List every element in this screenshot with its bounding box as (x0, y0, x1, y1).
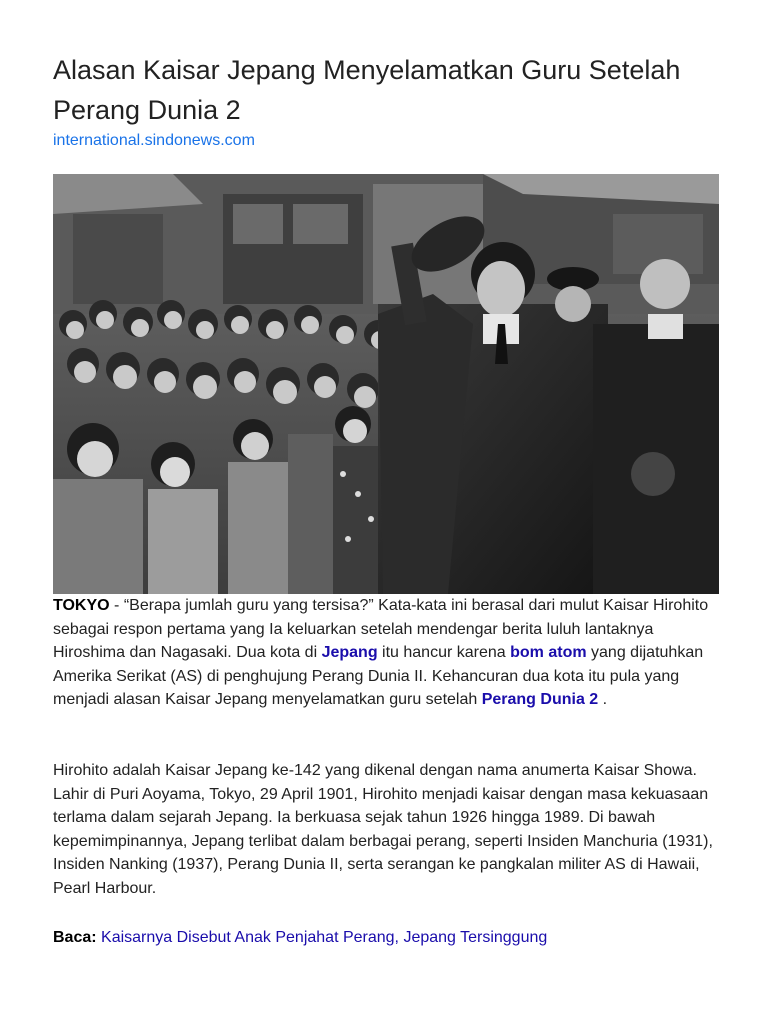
keyword-link-bom-atom[interactable]: bom atom (510, 644, 587, 661)
article-photo (53, 174, 719, 594)
article-title: Alasan Kaisar Jepang Menyelamatkan Guru Setelah Perang Dunia 2 (53, 55, 681, 125)
keyword-link-jepang[interactable]: Jepang (321, 644, 378, 661)
article-paragraph-1 (53, 594, 723, 712)
paragraph-text: yang dijatuhkan Amerika Serikat (AS) di penghujung Perang Dunia II. Kehancuran dua kota itu pula yang menjadi alasan Kaisar Jepang menyelamatkan guru setelah (53, 644, 704, 708)
dateline: TOKYO (53, 597, 110, 614)
keyword-link-perang-dunia-2[interactable]: Perang Dunia 2 (481, 691, 599, 708)
source-link[interactable]: international.sindonews.com (53, 132, 255, 149)
paragraph-text: . (598, 691, 608, 708)
read-also (53, 926, 723, 950)
paragraph-text: itu hancur karena (377, 644, 511, 661)
paragraph-text: - “Berapa jumlah guru yang tersisa?” Kata-kata ini berasal dari mulut Kaisar Hirohito sebagai respon pertama yang Ia keluarkan setelah mendengar berita luluh lantaknya Hiroshima dan Nagasaki. Dua kota di (53, 597, 709, 661)
article-paragraph-2: Hirohito adalah Kaisar Jepang ke-142 yang dikenal dengan nama anumerta Kaisar Showa. Lahir di Puri Aoyama, Tokyo, 29 April 1901, Hirohito menjadi kaisar dengan masa kekuasaan terlama dalam sejarah Jepang. Ia berkuasa sejak tahun 1926 hingga 1989. Di bawah kepemimpinannya, Jepang terlibat dalam berbagai perang, seperti Insiden Manchuria (1931), Insiden Nanking (1937), Perang Dunia II, serta serangan ke pangkalan militer AS di Hawaii, Pearl Harbour. (53, 762, 713, 897)
read-also-link[interactable]: Kaisarnya Disebut Anak Penjahat Perang, Jepang Tersinggung (96, 929, 548, 946)
read-also-label: Baca: (53, 929, 97, 946)
